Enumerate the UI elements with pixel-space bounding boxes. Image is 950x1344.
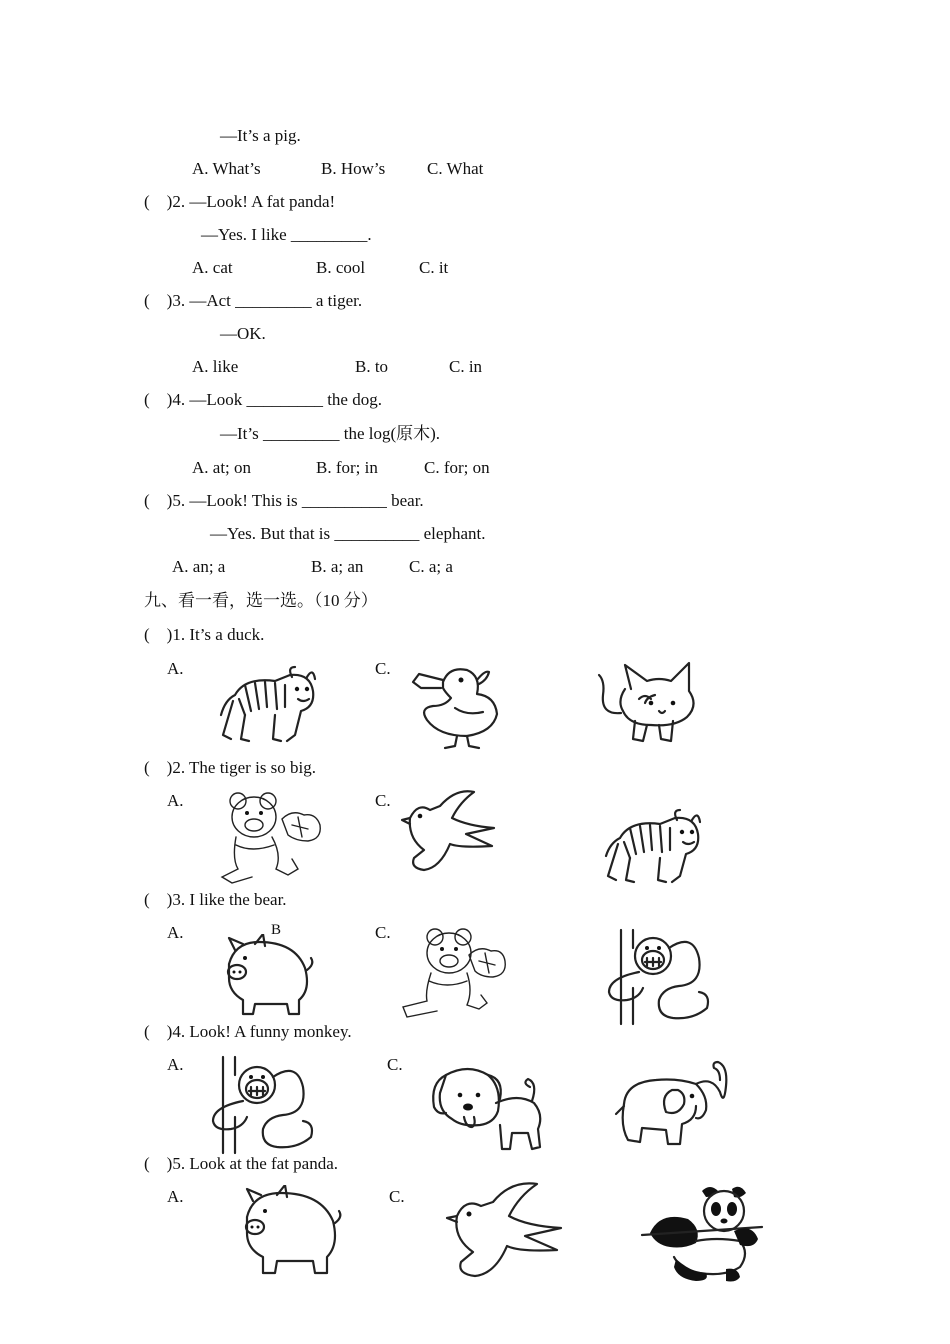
- picture-q4-label-c: C.: [387, 1055, 403, 1074]
- q5-reply: —Yes. But that is __________ elephant.: [210, 524, 486, 543]
- pig-icon-2[interactable]: [233, 1185, 345, 1277]
- q3-option-a[interactable]: A. like: [192, 357, 239, 376]
- q1-option-c[interactable]: C. What: [427, 159, 484, 178]
- elephant-icon[interactable]: [612, 1056, 742, 1148]
- picture-q1-label-a: A.: [167, 659, 184, 678]
- q2-option-b[interactable]: B. cool: [316, 258, 366, 277]
- q4-option-c[interactable]: C. for; on: [424, 458, 490, 477]
- picture-q3-text: ( )3. I like the bear.: [144, 890, 287, 909]
- q1-option-b[interactable]: B. How’s: [321, 159, 386, 178]
- picture-q5-label-c: C.: [389, 1187, 405, 1206]
- q4-reply: —It’s _________ the log(原木).: [220, 424, 441, 443]
- bear-icon[interactable]: [212, 789, 327, 884]
- picture-q5-label-a: A.: [167, 1187, 184, 1206]
- q4-option-a[interactable]: A. at; on: [192, 458, 252, 477]
- picture-q2-text: ( )2. The tiger is so big.: [144, 758, 317, 777]
- picture-q4-text: ( )4. Look! A funny monkey.: [144, 1022, 352, 1041]
- tiger-icon-2[interactable]: [600, 798, 705, 886]
- q2-reply: —Yes. I like _________.: [201, 225, 372, 244]
- picture-q1-text: ( )1. It’s a duck.: [144, 625, 265, 644]
- q4-option-b[interactable]: B. for; in: [316, 458, 378, 477]
- picture-q2-label-c: C.: [375, 791, 391, 810]
- q3-option-c[interactable]: C. in: [449, 357, 483, 376]
- q5-option-a[interactable]: A. an; a: [172, 557, 226, 576]
- q2-option-a[interactable]: A. cat: [192, 258, 233, 277]
- duck-icon[interactable]: [405, 662, 505, 750]
- q2-question: ( )2. —Look! A fat panda!: [144, 192, 336, 211]
- q5-option-c[interactable]: C. a; a: [409, 557, 453, 576]
- picture-q3-label-c: C.: [375, 923, 391, 942]
- q3-reply: —OK.: [220, 324, 266, 343]
- q2-option-c[interactable]: C. it: [419, 258, 449, 277]
- q4-question: ( )4. —Look _________ the dog.: [144, 390, 382, 409]
- dog-icon[interactable]: [428, 1063, 546, 1158]
- bear-icon-2[interactable]: [397, 925, 509, 1020]
- bird-icon-2[interactable]: [445, 1180, 567, 1280]
- picture-q1-label-c: C.: [375, 659, 391, 678]
- q5-question: ( )5. —Look! This is __________ bear.: [144, 491, 424, 510]
- picture-q3-label-a: A.: [167, 923, 184, 942]
- cat-icon[interactable]: [595, 655, 705, 747]
- picture-q3-label-b: B: [271, 922, 282, 938]
- q1-option-a[interactable]: A. What’s: [192, 159, 261, 178]
- q5-option-b[interactable]: B. a; an: [311, 557, 364, 576]
- tiger-icon[interactable]: [215, 655, 320, 747]
- monkey-icon[interactable]: [603, 928, 713, 1026]
- monkey-icon-2[interactable]: [205, 1055, 320, 1155]
- section-9-heading: 九、看一看，选一选。（10 分）: [144, 591, 378, 610]
- picture-q2-label-a: A.: [167, 791, 184, 810]
- pig-icon[interactable]: [215, 934, 315, 1019]
- bird-icon[interactable]: [400, 788, 500, 873]
- q3-option-b[interactable]: B. to: [355, 357, 389, 376]
- panda-icon[interactable]: [640, 1183, 765, 1283]
- picture-q5-text: ( )5. Look at the fat panda.: [144, 1154, 339, 1173]
- picture-q4-label-a: A.: [167, 1055, 184, 1074]
- q3-question: ( )3. —Act _________ a tiger.: [144, 291, 363, 310]
- q1-reply: —It’s a pig.: [220, 126, 301, 145]
